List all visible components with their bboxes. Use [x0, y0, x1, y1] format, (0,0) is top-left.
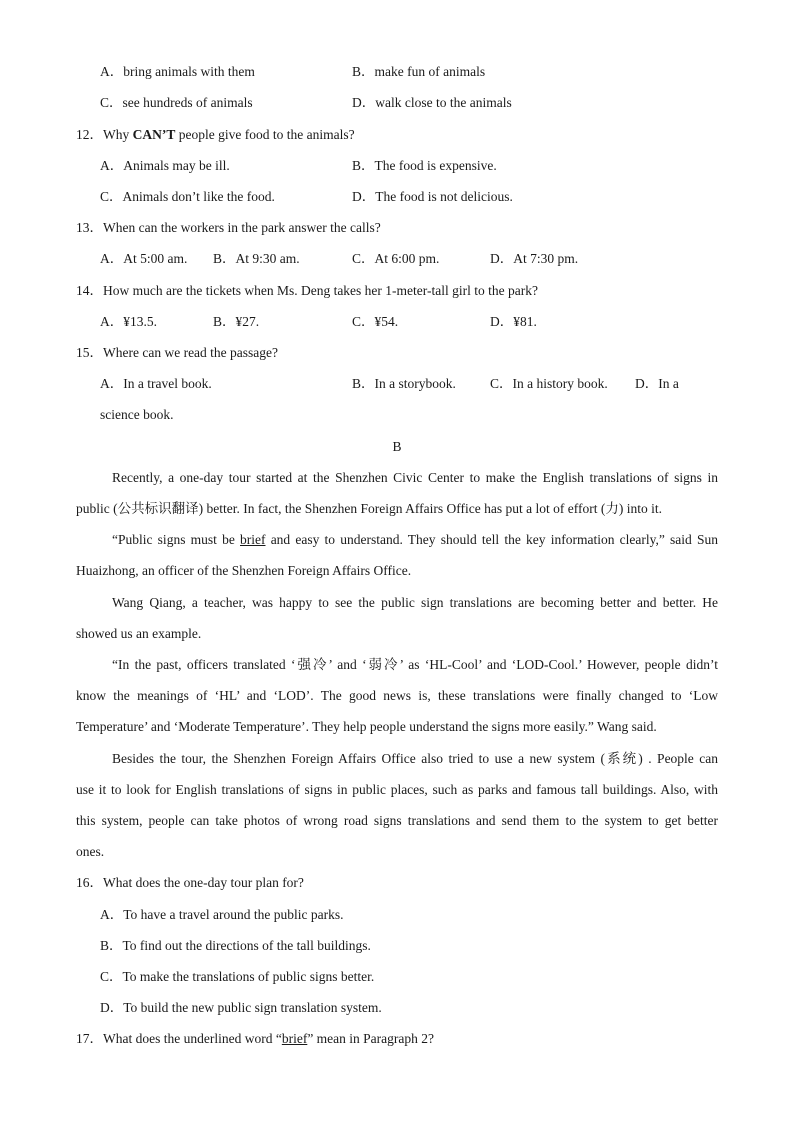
passage-p5-line4: ones.: [76, 844, 105, 859]
underlined-word-brief: brief: [240, 532, 266, 547]
q13-option-b: B．At 9:30 am.: [213, 251, 300, 266]
passage-p5-line3: this system, people can take photos of wrong road signs translations and send them to the system to get better: [76, 813, 718, 828]
q12-option-b: B．The food is expensive.: [352, 158, 497, 173]
passage-p4-line2: know the meanings of ‘HL’ and ‘LOD’. The good news is, these translations were finally changed to ‘Low: [76, 688, 718, 703]
q16-option-c: C．To make the translations of public signs better.: [100, 969, 375, 984]
passage-p3-line1: Wang Qiang, a teacher, was happy to see the public sign translations are becoming better and better. He: [112, 595, 718, 610]
q15-option-d: D．In a: [635, 376, 679, 391]
q14-stem: 14．How much are the tickets when Ms. Deng takes her 1-meter-tall girl to the park?: [76, 283, 538, 298]
q14-option-c: C．¥54.: [352, 314, 399, 329]
q14-option-d: D．¥81.: [490, 314, 537, 329]
q14-option-b: B．¥27.: [213, 314, 260, 329]
q13-option-d: D．At 7:30 pm.: [490, 251, 579, 266]
q11-option-c: C．see hundreds of animals: [100, 95, 253, 110]
q11-option-b: B．make fun of animals: [352, 64, 486, 79]
q12-stem: 12．Why CAN’T people give food to the animals?: [76, 127, 355, 142]
q12-option-d: D．The food is not delicious.: [352, 189, 513, 204]
q17-stem: 17．What does the underlined word “brief” mean in Paragraph 2?: [76, 1031, 435, 1046]
q16-stem: 16．What does the one-day tour plan for?: [76, 875, 304, 890]
passage-p2-line2: Huaizhong, an officer of the Shenzhen Foreign Affairs Office.: [76, 563, 412, 578]
q16-option-d: D．To build the new public sign translation system.: [100, 1000, 382, 1015]
passage-p3-line2: showed us an example.: [76, 626, 202, 641]
q14-option-a: A．¥13.5.: [100, 314, 157, 329]
q11-option-d: D．walk close to the animals: [352, 95, 512, 110]
q15-option-d-continued: science book.: [100, 407, 174, 422]
q13-option-c: C．At 6:00 pm.: [352, 251, 440, 266]
q13-option-a: A．At 5:00 am.: [100, 251, 188, 266]
passage-p5-line1: Besides the tour, the Shenzhen Foreign Affairs Office also tried to use a new system (系统) . People can: [112, 751, 718, 766]
q15-stem: 15．Where can we read the passage?: [76, 345, 279, 360]
passage-p4-line1: “In the past, officers translated ‘强冷’ and ‘弱冷’ as ‘HL-Cool’ and ‘LOD-Cool.’ However, people didn’t: [112, 657, 718, 672]
q13-stem: 13．When can the workers in the park answer the calls?: [76, 220, 381, 235]
passage-p2-line1: “Public signs must be brief and easy to understand. They should tell the key information clearly,” said Sun: [112, 532, 718, 547]
passage-p1-line2: public (公共标识翻译) better. In fact, the Shenzhen Foreign Affairs Office has put a lot of effort (力) into it.: [76, 501, 662, 516]
q15-option-a: A．In a travel book.: [100, 376, 212, 391]
section-heading: B: [392, 439, 402, 454]
q12-option-c: C．Animals don’t like the food.: [100, 189, 275, 204]
q16-option-b: B．To find out the directions of the tall buildings.: [100, 938, 371, 953]
q12-option-a: A．Animals may be ill.: [100, 158, 230, 173]
q17-underlined-word: brief: [281, 1031, 308, 1046]
passage-p4-line3: Temperature’ and ‘Moderate Temperature’. They help people understand the signs more easily.” Wang said.: [76, 719, 657, 734]
q15-option-c: C．In a history book.: [490, 376, 608, 391]
q15-option-b: B．In a storybook.: [352, 376, 456, 391]
q11-option-a: A．bring animals with them: [100, 64, 255, 79]
passage-p5-line2: use it to look for English translations of signs in public places, such as parks and famous tall buildings. Also, with: [76, 782, 718, 797]
q12-stem-emphasis: CAN’T: [132, 127, 176, 142]
passage-p1-line1: Recently, a one-day tour started at the Shenzhen Civic Center to make the English translations of signs in: [112, 470, 718, 485]
q16-option-a: A．To have a travel around the public parks.: [100, 907, 344, 922]
